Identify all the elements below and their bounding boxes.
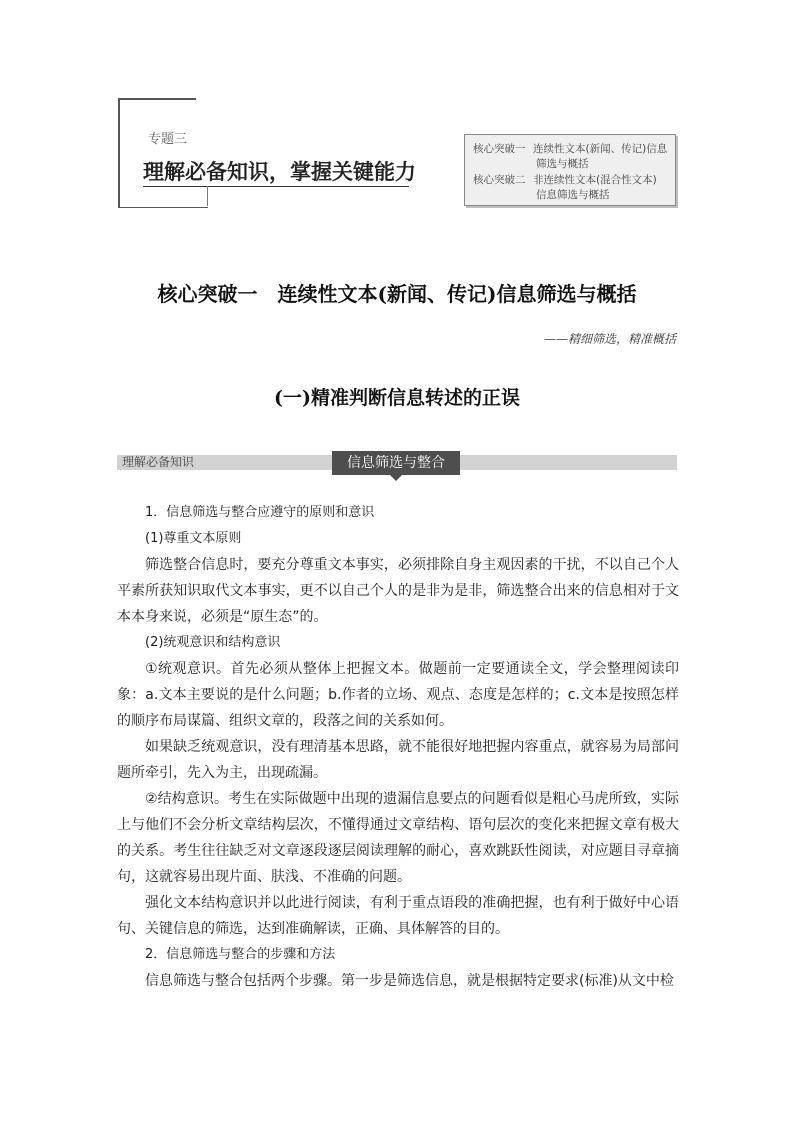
- topic-divider: [207, 186, 208, 206]
- topic-frame: [118, 98, 418, 208]
- subtitle: ——精细筛选，精准概括: [543, 332, 676, 346]
- toc-item-text: 连续性文本(新闻、传记)信息: [533, 143, 668, 155]
- section-bar-label: 理解必备知识: [122, 455, 195, 469]
- table-of-contents: [464, 134, 676, 206]
- toc-item-1[interactable]: [473, 141, 667, 156]
- frame-top-border: [118, 98, 196, 100]
- tab-pointer-icon: [390, 475, 402, 481]
- paragraph: 强化文本结构意识并以此进行阅读，有利于重点语段的准确把握，也有利于做好中心语句、关键信息的筛选，达到准确解读，正确、具体解答的目的。: [117, 895, 679, 937]
- paragraph: 筛选整合信息时，要充分尊重文本事实，必须排除自身主观因素的干扰，不以自己个人平素所获知识取代文本事实，更不以自己个人的是非为是非，筛选整合出来的信息相对于文本本身来说，必须是“原生态”的。: [117, 557, 679, 625]
- toc-item-key: 核心突破一: [473, 143, 526, 155]
- heading-2: 2．信息筛选与整合的步骤和方法: [145, 947, 336, 962]
- topic-label: 专题三: [148, 132, 188, 147]
- subheading: (2)统观意识和结构意识: [145, 635, 281, 650]
- toc-item-2[interactable]: [473, 172, 657, 187]
- paragraph: ①统观意识。首先必须从整体上把握文本。做题前一定要通读全文，学会整理阅读印象：a.文本主要说的是什么问题；b.作者的立场、观点、态度是怎样的；c.文本是按照怎样的顺序布局谋篇、组织文章的，段落之间的关系如何。: [117, 661, 679, 729]
- subheading: (1)尊重文本原则: [145, 531, 242, 546]
- toc-item-key: 核心突破二: [473, 174, 526, 186]
- toc-item-2-continued: 信息筛选与概括: [536, 189, 610, 201]
- toc-item-text: 非连续性文本(混合性文本): [533, 174, 657, 186]
- body-text: [117, 500, 679, 994]
- paragraph: 如果缺乏统观意识，没有理清基本思路，就不能很好地把握内容重点，就容易为局部问题所牵引，先入为主，出现疏漏。: [117, 739, 679, 781]
- toc-item-1-continued: 筛选与概括: [536, 158, 589, 170]
- paragraph: 信息筛选与整合包括两个步骤。第一步是筛选信息，就是根据特定要求(标准)从文中检: [145, 973, 674, 989]
- heading-1: 1．信息筛选与整合应遵守的原则和意识: [145, 505, 375, 520]
- core-title: 核心突破一 连续性文本(新闻、传记)信息筛选与概括: [157, 282, 637, 306]
- frame-left-border: [118, 98, 120, 208]
- section-tab: 信息筛选与整合: [332, 451, 460, 475]
- topic-underline: [143, 186, 409, 187]
- frame-bottom-border: [118, 207, 208, 208]
- section-title: (一)精准判断信息转述的正误: [274, 387, 520, 409]
- topic-title: 理解必备知识，掌握关键能力: [143, 159, 416, 184]
- paragraph: ②结构意识。考生在实际做题中出现的遗漏信息要点的问题看似是粗心马虎所致，实际上与他们不会分析文章结构层次，不懂得通过文章结构、语句层次的变化来把握文章有极大的关系。考生往往缺乏对文章逐段逐层阅读理解的耐心，喜欢跳跃性阅读，对应题目寻章摘句，这就容易出现片面、肤浅、不准确的问题。: [117, 791, 679, 885]
